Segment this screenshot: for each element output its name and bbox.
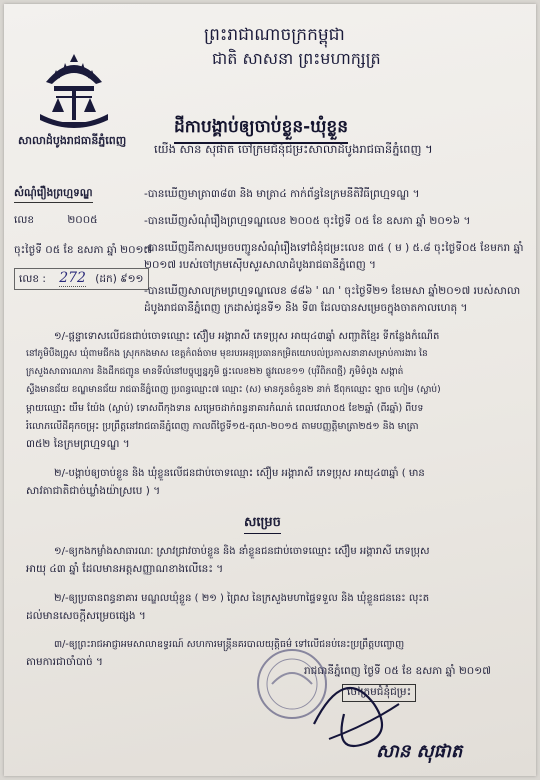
decision-3-line-2: តាមការជាចាំបាច់ ។: [26, 656, 103, 668]
case-date: ចុះថ្ងៃទី ០៥ ខែ ឧសភា ឆ្នាំ ២០១៧: [14, 244, 153, 256]
case-type-label: សំណុំរឿងព្រហ្មទណ្ឌ: [14, 187, 93, 203]
decision-1-line-2: អាយុ ៤៣ ឆ្នាំ ដែលមានអត្តសញ្ញាណខាងលើនេះ ។: [26, 563, 224, 575]
order-1-line-5: ម្តាយឈ្មោះ យឹម យ៉ែង (ស្លាប់) ទោសពីកុងទាន សម្រេចដាក់ពន្ធនាគារកំណត់ ពេលវេលា០៥ ខែ២ឆ្នាំ (ពីរឆ្នាំ) ពីបទ: [26, 403, 424, 414]
signature-role: ចៅក្រមជំនុំជម្រះ: [342, 684, 416, 702]
consider-3-cont: ២០១៧ របស់ចៅក្រមស៊ើបសួរសាលាដំបូងរាជធានីភ្នំពេញ ។: [144, 259, 376, 271]
document-page: [4, 4, 536, 776]
order-1-line-2: នៅភូមិបឹងព្រូស ឃុំពាមជីកង ស្រុកកងមាស ខេត្តកំពង់ចាម មុខរបរអនុប្រធានកម្រិតយោបល់ប្រកាសនានាសម្រាប់ការងារ នៃ: [26, 349, 428, 359]
order-number-row: [14, 268, 149, 290]
order-1-line-6: រំលោភលើដីគុកចម្រុះ ប្រព្រឹត្តនៅរាជធានីភ្នំពេញ កាលពីថ្ងៃទី១៥-តុលា-២០១៥ តាមបញ្ញត្តិមាត្រា២៥១ និង មាត្រា: [26, 421, 419, 432]
signature-name: សាន សុផាត: [376, 741, 463, 762]
decision-2-line-2: ដល់មានសេចក្តីសម្រេចផ្សេង ។: [26, 610, 146, 622]
order-1-line-4: ស្ទឹងមានជ័យ ខណ្ឌមានជ័យ រាជធានីភ្នំពេញ ប្រពន្ធឈ្មោះ៧ ឈ្មោះ (ស) មានកូនចំនួន២ នាក់ ឪពុកឈ្មោះ ឡាច ហៀម (ស្លាប់): [26, 385, 441, 395]
court-name: សាលាដំបូងរាជធានីភ្នំពេញ: [18, 134, 127, 147]
decision-2-line-1: ២/-ឲ្យប្រធានពន្ធនាគារ មណ្ឌលឃុំខ្លួន ( ២១ ) ព្រៃស នៃក្រសួងមហាផ្ទៃទទួល និង ឃុំខ្លួនជននេះ លុះត: [54, 593, 430, 604]
case-number-row: [14, 214, 98, 229]
document-title: ដីកាបង្គាប់ឲ្យចាប់ខ្លួន-ឃុំខ្លួន: [174, 116, 348, 144]
order-1-line-7: ៣៥២ នៃក្រមព្រហ្មទណ្ឌ ។: [26, 438, 130, 450]
consider-4: -បានឃើញសាលក្រមព្រហ្មទណ្ឌលេខ ៨៨៦ ' ណ ' ចុះថ្ងៃទី២១ ខែមេសា ឆ្នាំ២០១៧ របស់សាលា: [144, 285, 521, 297]
order-2-line-2: សាវតាជាតិជាច់ឃ្លាំងយ៉ាស្របេ ) ។: [26, 485, 161, 497]
decision-heading: សម្រេច: [244, 514, 281, 534]
order-2-line-1: ២/-បង្គាប់ឲ្យចាប់ខ្លួន និង ឃុំខ្លួនលើជនជាប់ចោទឈ្មោះ ស៊ឿម អង្គារាសី ភេទប្រុស អាយុ៤៣ឆ្នាំ ( មាន: [54, 468, 425, 479]
case-number-label: លេខ: [14, 214, 34, 226]
motto-heading: ជាតិ សាសនា ព្រះមហាក្សត្រ: [212, 49, 381, 68]
court-seal-icon: [32, 52, 116, 132]
consider-4-cont: ដំបូងរាជធានីភ្នំពេញ ក្រដាស់ជូនទី១ និង ទី៣ ដែលបានសម្រេចក្នុងចាតកាលហេតុ ។: [144, 302, 468, 314]
consider-1: -បានឃើញមាត្រា៣៨៣ និង មាត្រា៤ កាក់ព័ន្ធនៃក្រមនីតិវិធីព្រហ្មទណ្ឌ ។: [144, 188, 420, 200]
judge-statement: យើង សាន សុផាត ចៅក្រមជំនុំជម្រះសាលាដំបូងរាជធានីភ្នំពេញ ។: [154, 142, 433, 156]
order-1-line-1: ១/-ផ្តន្ទាទោសលើជនជាប់ចោទឈ្មោះ ស៊ឿម អង្គារាសី ភេទប្រុស អាយុ៤៣ឆ្នាំ សញ្ជាតិខ្មែរ ទីកន្លែងកំណើត: [54, 331, 440, 342]
order-number-label: លេខ :: [19, 273, 46, 285]
order-number-handwritten: 272: [59, 270, 86, 286]
consider-3: -បានឃើញដីកាសម្រេចបញ្ជូនសំណុំរឿងទៅជំនុំជម្រះលេខ ៣៥ ( ម ) ៥.៨ ចុះថ្ងៃទី០៥ ខែមករា ឆ្នាំ: [144, 242, 524, 254]
decision-1-line-1: ១/-ឲ្យកងកម្លាំងសាធារណៈ ស្រាវជ្រាវចាប់ខ្លួន និង នាំខ្លួនជនជាប់ចោទឈ្មោះ ស៊ឿម អង្គារាសី ភេទប្រុស: [54, 546, 430, 557]
official-stamp-icon: [254, 644, 414, 754]
order-number-suffix: (ដក) ៩១១: [95, 273, 144, 285]
consider-2: -បានឃើញសំណុំរឿងព្រហ្មទណ្ឌលេខ ២០០៥ ចុះថ្ងៃទី ០៥ ខែ ឧសភា ឆ្នាំ ២០១៦ ។: [144, 215, 471, 227]
case-number-value: ២០០៥: [67, 214, 98, 226]
signature-place-date: រាជធានីភ្នំពេញ ថ្ងៃទី ០៥ ខែ ឧសភា ឆ្នាំ ២០១៧: [304, 665, 491, 677]
decision-3-line-1: ៣/-ឲ្យព្រះរាជអាជ្ញាអមសាលាឧទ្ធរណ៍ សហការមន្ត្រីនគរបាលយុត្តិធម៌ ទៅលើជនប់នេះប្រព្រឹត្តបញ្ចោញ: [54, 639, 405, 650]
kingdom-heading: ព្រះរាជាណាចក្រកម្ពុជា: [204, 25, 345, 45]
order-1-line-3: ក្រសួងសាធារណការ និងដឹកជញ្ជូន មានទីលំនៅបច្ចុប្បន្នភូមិ ផ្ទះលេខ២២ ផ្លូវលេខ១១ (បុរីពិភពថ្មី) ភូមិទំពូង សង្កាត់: [26, 367, 404, 377]
